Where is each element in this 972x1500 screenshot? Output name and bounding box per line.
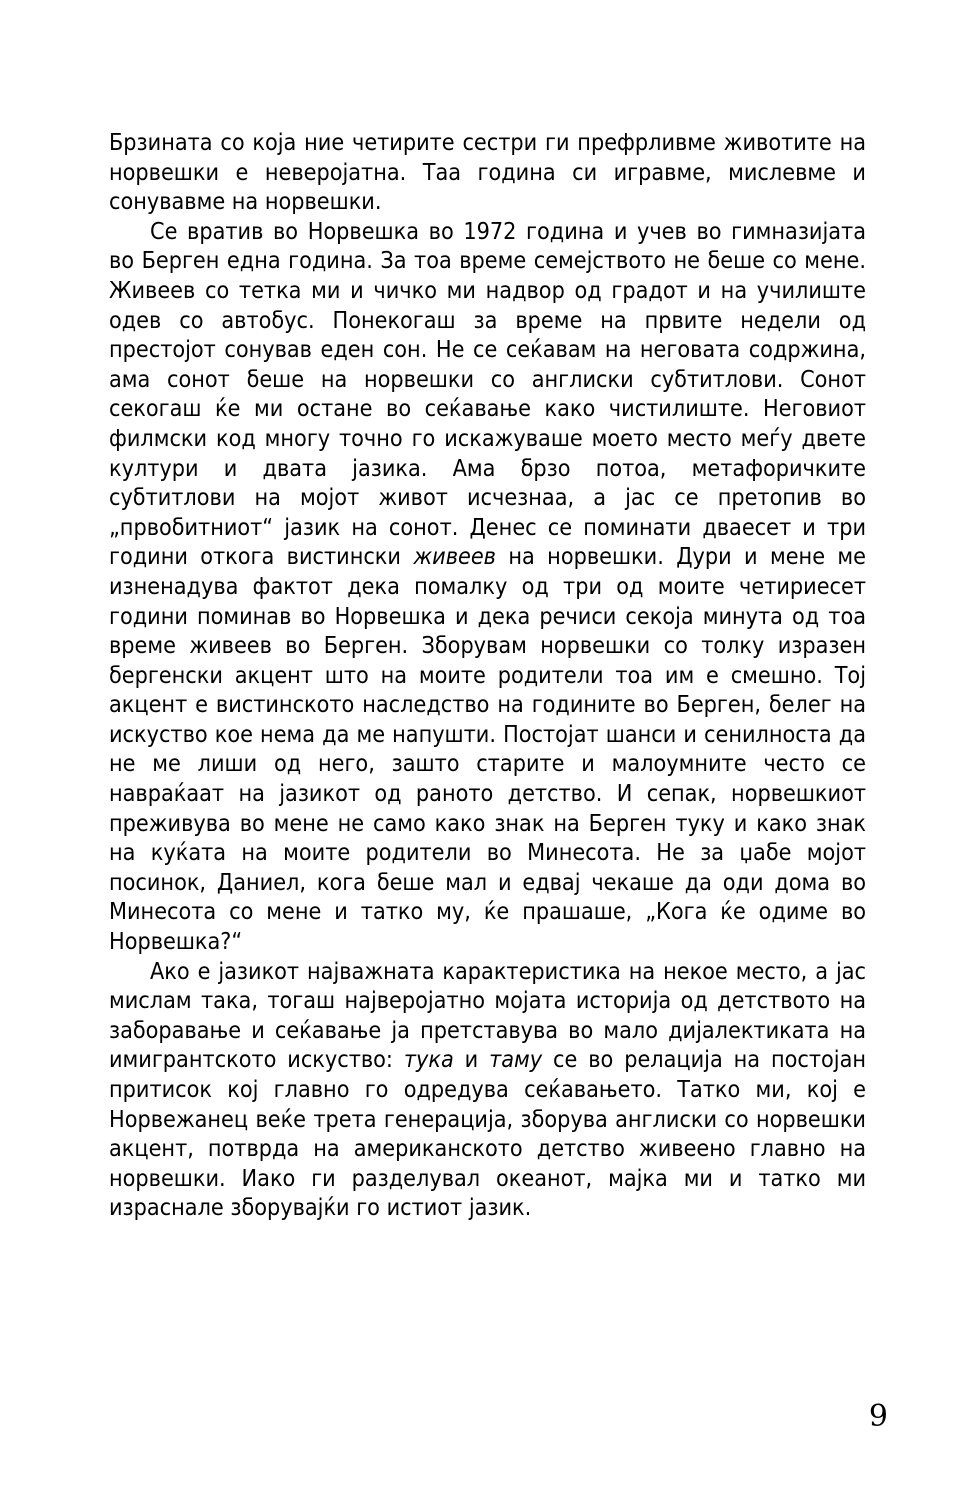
text-run: Ако е јазикот најважната карактеристика на некое место, а јас мислам така, тогаш најверојатно мојата историја од детството на заборавање и сеќавање ја претставува во мало дијалектиката на имигрантското искуство: [109,957,866,1074]
body-text-column [109,128,866,1223]
text-run: Брзината со која ние четирите сестри ги префрливме животите на норвешки е неверојатна. Таа година си игравме, мислевме и сонувавме на норвешки. [109,129,866,216]
emphasis-word: тука [403,1046,454,1074]
text-run: се во релација на постојан притисок кој главно го одредува сеќавањето. Татко ми, кој е Норвежанец веќе трета генерација, зборува англиски со норвешки акцент, потврда на американското детство живеено главно на норвешки. Иако ги разделувал океанот, мајка ми и татко ми израснале зборувајќи го истиот јазик. [109,1046,866,1222]
paragraph-2 [109,217,866,957]
paragraph-1 [109,128,866,217]
text-run: на норвешки. Дури и мене ме изненадува фактот дека помалку од три од моите четириесет години поминав во Норвешка и дека речиси секоја минута од тоа време живеев во Берген. Зборувам норвешки со толку изразен бергенски акцент што на моите родители тоа им е смешно. Тој акцент е вистинското наследство на годините во Берген, белег на искуство кое нема да ме напушти. Постојат шанси и сенилноста да не ме лиши од него, зашто старите и малоумните често се навраќаат на јазикот од раното детство. И сепак, норвешкиот преживува во мене не само како знак на Берген туку и како знак на куќата на моите родители во Минесота. Не за џабе мојот посинок, Даниел, кога беше мал и едвај чекаше да оди дома во Минесота со мене и татко му, ќе прашаше, „Кога ќе одиме во Норвешка?“ [109,543,867,956]
paragraph-3 [109,957,866,1223]
emphasis-word: таму [489,1046,543,1074]
text-run: и [453,1046,490,1074]
page-number: 9 [868,1399,888,1434]
text-run: Се вратив во Норвешка во 1972 година и учев во гимназијата во Берген една година. За тоа време семејството не беше со мене. Живеев со тетка ми и чичко ми надвор од градот и на училиште одев со автобус. Понекогаш за време на првите недели од престојот сонував еден сон. Не се сеќавам на неговата содржина, ама сонот беше на норвешки со англиски субтитлови. Сонот секогаш ќе ми остане во сеќавање како чистилиште. Неговиот филмски код многу точно го искажуваше моето место меѓу двете култури и двата јазика. Ама брзо потоа, метафоричките субтитлови на мојот живот исчезнаа, а јас се претопив во „првобитниот“ јазик на сонот. Денес се поминати дваесет и три години откога вистински [109,217,866,571]
emphasis-word: живеев [413,543,496,571]
